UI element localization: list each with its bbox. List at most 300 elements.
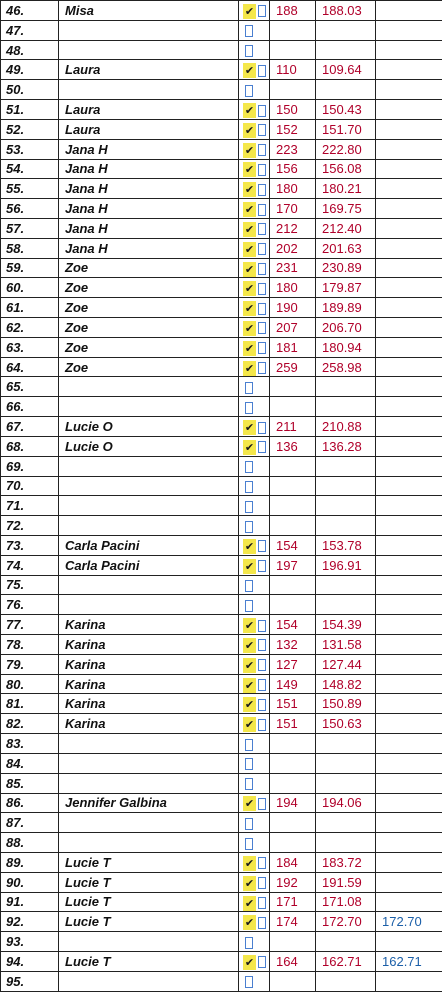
checkbox-icon[interactable] [258, 620, 266, 632]
row-number: 62. [1, 318, 59, 338]
checkbox-icon[interactable] [245, 600, 253, 612]
table-row [1, 40, 442, 60]
checkbox-icon[interactable] [258, 322, 266, 334]
row-name: Lucie T [59, 912, 239, 932]
extra-value [376, 694, 442, 714]
checkbox-icon[interactable] [245, 501, 253, 513]
checkmark-icon: ✔ [244, 341, 255, 355]
checkmark-icon: ✔ [244, 183, 255, 197]
check-cell[interactable] [239, 932, 270, 952]
check-cell[interactable] [239, 535, 270, 555]
table-row [1, 753, 442, 773]
checkbox-icon[interactable] [245, 838, 253, 850]
checkmark-icon: ✔ [244, 718, 255, 732]
rounded-value: 202 [270, 238, 316, 258]
row-number: 57. [1, 218, 59, 238]
checkbox-icon[interactable] [258, 164, 266, 176]
row-name: Lucie O [59, 417, 239, 437]
rounded-value: 188 [270, 1, 316, 21]
exact-value [316, 476, 376, 496]
rounded-value: 180 [270, 278, 316, 298]
check-cell[interactable] [239, 674, 270, 694]
checkbox-icon[interactable] [258, 956, 266, 968]
row-name [59, 476, 239, 496]
checkbox-icon[interactable] [258, 223, 266, 235]
checkbox-icon[interactable] [258, 65, 266, 77]
row-number: 76. [1, 595, 59, 615]
checkbox-icon[interactable] [245, 778, 253, 790]
check-cell[interactable] [239, 734, 270, 754]
exact-value: 191.59 [316, 872, 376, 892]
table-row [1, 852, 442, 872]
check-cell[interactable] [239, 298, 270, 318]
row-number: 53. [1, 139, 59, 159]
table-row [1, 60, 442, 80]
check-cell[interactable] [239, 852, 270, 872]
table-row [1, 635, 442, 655]
exact-value: 189.89 [316, 298, 376, 318]
checkbox-icon[interactable] [258, 144, 266, 156]
check-cell[interactable] [239, 436, 270, 456]
table-row [1, 278, 442, 298]
table-row [1, 238, 442, 258]
row-number: 84. [1, 753, 59, 773]
rounded-value: 212 [270, 218, 316, 238]
checkbox-icon[interactable] [245, 976, 253, 988]
checkbox-icon[interactable] [258, 124, 266, 136]
table-row [1, 833, 442, 853]
row-name [59, 80, 239, 100]
checkmark-icon: ✔ [244, 321, 255, 335]
checkbox-icon[interactable] [245, 580, 253, 592]
row-name [59, 932, 239, 952]
rounded-value [270, 496, 316, 516]
checkmark-icon: ✔ [244, 143, 255, 157]
checkbox-icon[interactable] [258, 441, 266, 453]
checkbox-icon[interactable] [245, 937, 253, 949]
extra-value [376, 674, 442, 694]
checkmark-icon: ✔ [244, 619, 255, 633]
extra-value [376, 179, 442, 199]
exact-value [316, 516, 376, 536]
table-row [1, 694, 442, 714]
checkmark-icon: ✔ [244, 876, 255, 890]
row-number: 93. [1, 932, 59, 952]
checkbox-icon[interactable] [258, 540, 266, 552]
row-name: Jana H [59, 179, 239, 199]
exact-value: 151.70 [316, 119, 376, 139]
row-name [59, 516, 239, 536]
exact-value: 131.58 [316, 635, 376, 655]
checkbox-icon[interactable] [258, 917, 266, 929]
checkbox-icon[interactable] [245, 461, 253, 473]
row-number: 58. [1, 238, 59, 258]
row-name [59, 595, 239, 615]
exact-value: 180.21 [316, 179, 376, 199]
row-name: Jana H [59, 218, 239, 238]
rounded-value [270, 20, 316, 40]
exact-value: 156.08 [316, 159, 376, 179]
exact-value: 196.91 [316, 555, 376, 575]
checkbox-icon[interactable] [258, 897, 266, 909]
extra-value [376, 337, 442, 357]
table-row [1, 516, 442, 536]
row-name: Lucie T [59, 852, 239, 872]
checkmark-icon: ✔ [244, 242, 255, 256]
check-cell[interactable] [239, 139, 270, 159]
checkbox-icon[interactable] [258, 362, 266, 374]
table-row [1, 298, 442, 318]
checkmark-icon: ✔ [244, 658, 255, 672]
checkbox-icon[interactable] [258, 263, 266, 275]
rounded-value: 211 [270, 417, 316, 437]
rounded-value [270, 456, 316, 476]
checkbox-icon[interactable] [258, 243, 266, 255]
check-cell[interactable] [239, 773, 270, 793]
checkmark-icon: ✔ [244, 678, 255, 692]
check-cell[interactable] [239, 753, 270, 773]
exact-value: 150.63 [316, 714, 376, 734]
check-cell[interactable] [239, 179, 270, 199]
check-cell[interactable] [239, 199, 270, 219]
exact-value: 153.78 [316, 535, 376, 555]
checkmark-icon: ✔ [244, 698, 255, 712]
exact-value: 222.80 [316, 139, 376, 159]
check-cell[interactable] [239, 575, 270, 595]
checkmark-icon: ✔ [244, 955, 255, 969]
row-name: Zoe [59, 357, 239, 377]
checkbox-icon[interactable] [245, 739, 253, 751]
check-cell[interactable] [239, 476, 270, 496]
rounded-value [270, 833, 316, 853]
checkmark-icon: ✔ [244, 4, 255, 18]
checkbox-icon[interactable] [258, 679, 266, 691]
rounded-value: 136 [270, 436, 316, 456]
checkbox-icon[interactable] [258, 560, 266, 572]
row-name: Jana H [59, 238, 239, 258]
checkbox-icon[interactable] [245, 382, 253, 394]
row-number: 71. [1, 496, 59, 516]
table-row [1, 674, 442, 694]
check-cell[interactable] [239, 100, 270, 120]
row-number: 74. [1, 555, 59, 575]
checkbox-icon[interactable] [258, 877, 266, 889]
check-cell[interactable] [239, 971, 270, 991]
checkbox-icon[interactable] [245, 402, 253, 414]
check-cell[interactable] [239, 417, 270, 437]
extra-value [376, 852, 442, 872]
exact-value [316, 971, 376, 991]
exact-value: 109.64 [316, 60, 376, 80]
check-cell[interactable] [239, 833, 270, 853]
exact-value: 150.43 [316, 100, 376, 120]
extra-value [376, 892, 442, 912]
row-name: Karina [59, 615, 239, 635]
check-cell[interactable] [239, 80, 270, 100]
row-name: Lucie T [59, 892, 239, 912]
exact-value [316, 833, 376, 853]
checkbox-icon[interactable] [258, 639, 266, 651]
table-row [1, 971, 442, 991]
rounded-value: 154 [270, 615, 316, 635]
row-name: Laura [59, 119, 239, 139]
row-name: Lucie T [59, 952, 239, 972]
row-number: 94. [1, 952, 59, 972]
table-row [1, 714, 442, 734]
exact-value: 180.94 [316, 337, 376, 357]
extra-value [376, 436, 442, 456]
checkbox-icon[interactable] [258, 342, 266, 354]
row-number: 63. [1, 337, 59, 357]
check-cell[interactable] [239, 377, 270, 397]
check-cell[interactable] [239, 555, 270, 575]
exact-value [316, 575, 376, 595]
rounded-value: 170 [270, 199, 316, 219]
rounded-value: 223 [270, 139, 316, 159]
table-row [1, 476, 442, 496]
extra-value [376, 199, 442, 219]
check-cell[interactable] [239, 258, 270, 278]
check-cell[interactable] [239, 60, 270, 80]
table-row [1, 1, 442, 21]
checkbox-icon[interactable] [258, 303, 266, 315]
table-row [1, 417, 442, 437]
rounded-value [270, 813, 316, 833]
row-number: 70. [1, 476, 59, 496]
checkbox-icon[interactable] [245, 45, 253, 57]
rounded-value [270, 377, 316, 397]
checkbox-icon[interactable] [258, 857, 266, 869]
row-name [59, 833, 239, 853]
exact-value [316, 20, 376, 40]
extra-value [376, 615, 442, 635]
rounded-value: 192 [270, 872, 316, 892]
exact-value [316, 456, 376, 476]
checkbox-icon[interactable] [258, 422, 266, 434]
exact-value: 162.71 [316, 952, 376, 972]
extra-value [376, 377, 442, 397]
check-cell[interactable] [239, 278, 270, 298]
extra-value [376, 496, 442, 516]
checkmark-icon: ✔ [244, 203, 255, 217]
check-cell[interactable] [239, 337, 270, 357]
checkbox-icon[interactable] [258, 699, 266, 711]
row-number: 64. [1, 357, 59, 377]
checkbox-icon[interactable] [245, 758, 253, 770]
checkmark-icon: ✔ [244, 539, 255, 553]
row-name: Karina [59, 635, 239, 655]
table-row [1, 654, 442, 674]
row-name: Jana H [59, 199, 239, 219]
extra-value [376, 535, 442, 555]
check-cell[interactable] [239, 654, 270, 674]
table-row [1, 773, 442, 793]
row-number: 80. [1, 674, 59, 694]
table-row [1, 318, 442, 338]
exact-value: 201.63 [316, 238, 376, 258]
checkmark-icon: ✔ [244, 64, 255, 78]
row-number: 83. [1, 734, 59, 754]
check-cell[interactable] [239, 456, 270, 476]
table-row [1, 258, 442, 278]
row-number: 67. [1, 417, 59, 437]
exact-value [316, 377, 376, 397]
check-cell[interactable] [239, 40, 270, 60]
checkbox-icon[interactable] [245, 481, 253, 493]
exact-value: 171.08 [316, 892, 376, 912]
exact-value: 172.70 [316, 912, 376, 932]
check-cell[interactable] [239, 119, 270, 139]
extra-value [376, 793, 442, 813]
check-cell[interactable] [239, 1, 270, 21]
check-cell[interactable] [239, 615, 270, 635]
table-row [1, 179, 442, 199]
check-cell[interactable] [239, 912, 270, 932]
check-cell[interactable] [239, 595, 270, 615]
row-name: Carla Pacini [59, 535, 239, 555]
rounded-value: 151 [270, 694, 316, 714]
rounded-value [270, 971, 316, 991]
extra-value [376, 773, 442, 793]
check-cell[interactable] [239, 218, 270, 238]
table-row [1, 575, 442, 595]
extra-value [376, 575, 442, 595]
row-name [59, 496, 239, 516]
check-cell[interactable] [239, 952, 270, 972]
row-number: 54. [1, 159, 59, 179]
check-cell[interactable] [239, 397, 270, 417]
exact-value: 179.87 [316, 278, 376, 298]
rounded-value: 207 [270, 318, 316, 338]
exact-value: 212.40 [316, 218, 376, 238]
row-number: 47. [1, 20, 59, 40]
check-cell[interactable] [239, 793, 270, 813]
extra-value: 162.71 [376, 952, 442, 972]
row-number: 79. [1, 654, 59, 674]
checkmark-icon: ✔ [244, 916, 255, 930]
checkbox-icon[interactable] [245, 521, 253, 533]
row-number: 95. [1, 971, 59, 991]
check-cell[interactable] [239, 635, 270, 655]
checkbox-icon[interactable] [245, 85, 253, 97]
checkbox-icon[interactable] [245, 818, 253, 830]
check-cell[interactable] [239, 20, 270, 40]
row-name [59, 40, 239, 60]
rounded-value [270, 476, 316, 496]
extra-value [376, 139, 442, 159]
exact-value [316, 40, 376, 60]
checkmark-icon: ✔ [244, 638, 255, 652]
rounded-value: 127 [270, 654, 316, 674]
checkbox-icon[interactable] [258, 283, 266, 295]
checkmark-icon: ✔ [244, 361, 255, 375]
row-name: Karina [59, 694, 239, 714]
checkbox-icon[interactable] [258, 659, 266, 671]
row-name: Jana H [59, 139, 239, 159]
check-cell[interactable] [239, 238, 270, 258]
row-number: 82. [1, 714, 59, 734]
row-number: 88. [1, 833, 59, 853]
extra-value [376, 238, 442, 258]
row-name [59, 971, 239, 991]
checkbox-icon[interactable] [258, 798, 266, 810]
checkbox-icon[interactable] [258, 204, 266, 216]
check-cell[interactable] [239, 694, 270, 714]
check-cell[interactable] [239, 892, 270, 912]
check-cell[interactable] [239, 813, 270, 833]
check-cell[interactable] [239, 159, 270, 179]
checkbox-icon[interactable] [258, 184, 266, 196]
exact-value: 127.44 [316, 654, 376, 674]
exact-value [316, 813, 376, 833]
row-name [59, 753, 239, 773]
row-number: 78. [1, 635, 59, 655]
row-number: 56. [1, 199, 59, 219]
extra-value [376, 872, 442, 892]
row-number: 69. [1, 456, 59, 476]
exact-value: 169.75 [316, 199, 376, 219]
rounded-value: 174 [270, 912, 316, 932]
rounded-value: 152 [270, 119, 316, 139]
row-number: 52. [1, 119, 59, 139]
extra-value [376, 1, 442, 21]
check-cell[interactable] [239, 496, 270, 516]
rounded-value: 156 [270, 159, 316, 179]
table-row [1, 377, 442, 397]
table-row [1, 139, 442, 159]
exact-value: 258.98 [316, 357, 376, 377]
rounded-value: 110 [270, 60, 316, 80]
row-number: 68. [1, 436, 59, 456]
table-row [1, 100, 442, 120]
checkmark-icon: ✔ [244, 559, 255, 573]
rounded-value: 132 [270, 635, 316, 655]
row-number: 86. [1, 793, 59, 813]
checkbox-icon[interactable] [258, 105, 266, 117]
rounded-value [270, 575, 316, 595]
checkbox-icon[interactable] [258, 719, 266, 731]
rounded-value: 180 [270, 179, 316, 199]
extra-value: 172.70 [376, 912, 442, 932]
row-name: Jennifer Galbina [59, 793, 239, 813]
checkbox-icon[interactable] [258, 5, 266, 17]
rounded-value: 149 [270, 674, 316, 694]
row-name: Karina [59, 674, 239, 694]
row-name: Zoe [59, 298, 239, 318]
extra-value [376, 932, 442, 952]
extra-value [376, 753, 442, 773]
check-cell[interactable] [239, 516, 270, 536]
rounded-value [270, 516, 316, 536]
rounded-value [270, 80, 316, 100]
extra-value [376, 595, 442, 615]
checkmark-icon: ✔ [244, 896, 255, 910]
extra-value [376, 734, 442, 754]
extra-value [376, 40, 442, 60]
exact-value: 136.28 [316, 436, 376, 456]
extra-value [376, 278, 442, 298]
checkbox-icon[interactable] [245, 25, 253, 37]
check-cell[interactable] [239, 714, 270, 734]
table-row [1, 20, 442, 40]
check-cell[interactable] [239, 357, 270, 377]
check-cell[interactable] [239, 318, 270, 338]
exact-value: 148.82 [316, 674, 376, 694]
extra-value [376, 20, 442, 40]
row-name: Misa [59, 1, 239, 21]
check-cell[interactable] [239, 872, 270, 892]
table-row [1, 535, 442, 555]
